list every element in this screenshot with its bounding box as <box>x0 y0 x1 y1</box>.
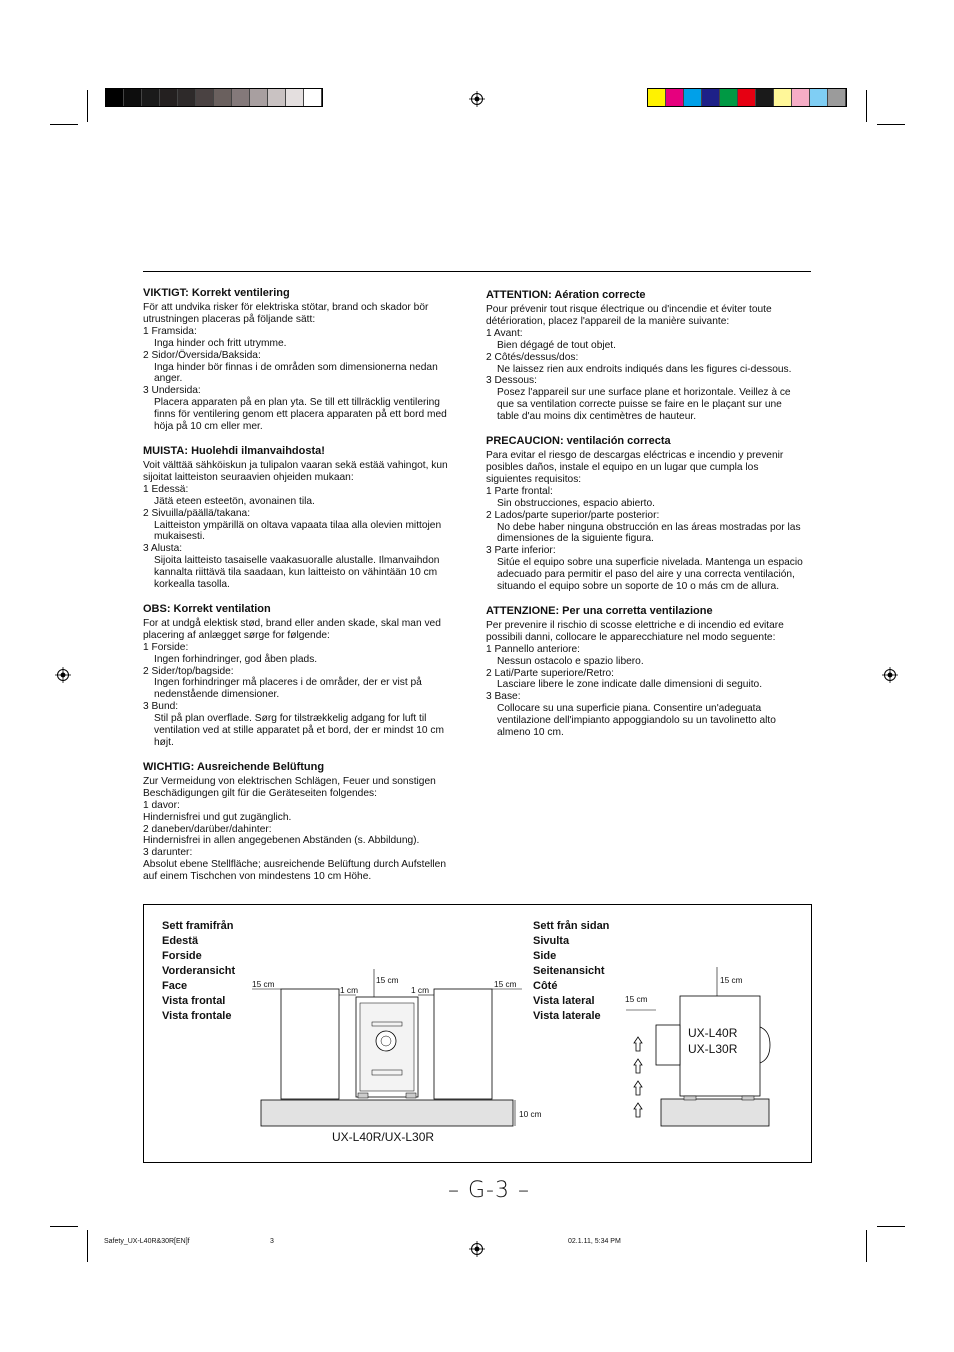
warning-section <box>486 289 816 423</box>
side-view-label: Vista lateral <box>533 995 595 1007</box>
dim-bottom: 10 cm <box>519 1109 542 1119</box>
item-text-line: nedenstående dimensioner. <box>154 689 280 701</box>
side-view-label: Vista laterale <box>533 1010 601 1022</box>
item-text-line: Lasciare libere le zone indicate dalle dimensioni di seguito. <box>497 679 763 691</box>
item-text-line: Collocare su una superficie piana. Consentire un'adeguata <box>497 703 762 715</box>
side-view-label: Côté <box>533 980 558 992</box>
item-text-line: Jätä eteen esteetön, avonainen tila. <box>154 495 315 507</box>
section-title: VIKTIGT: Korrekt ventilering <box>143 287 290 299</box>
item-text-line: almeno 10 cm. <box>497 727 564 739</box>
front-view-label: Vorderansicht <box>162 965 236 977</box>
color-swatch <box>720 89 738 106</box>
footer-date: 02.1.11, 5:34 PM <box>568 1238 621 1245</box>
item-text-line: Laitteiston ympärillä on oltava vapaata tilaa alla olevien mittojen <box>154 519 442 531</box>
section-intro-line: Hindernisfrei und gut zugänglich. <box>143 811 292 823</box>
section-intro-line: 3 darunter: <box>143 847 193 859</box>
color-swatch <box>160 89 178 106</box>
warning-section <box>143 287 468 433</box>
color-swatch <box>214 89 232 106</box>
dim-right: 15 cm <box>494 979 517 989</box>
color-swatch <box>304 89 322 106</box>
item-label: 3 Alusta: <box>143 543 183 555</box>
dim-top: 15 cm <box>376 975 399 985</box>
section-title: ATTENZIONE: Per una corretta ventilazione <box>486 604 713 617</box>
color-swatch <box>178 89 196 106</box>
item-text-line: mukaisesti. <box>154 531 205 543</box>
color-swatch <box>268 89 286 106</box>
section-title: MUISTA: Huolehdi ilmanvaihdosta! <box>143 444 325 457</box>
color-swatch <box>756 89 774 106</box>
side-view-label: Sett från sidan <box>533 920 610 932</box>
item-text-line: Sitúe el equipo sobre una superficie nivelada. Mantenga un espacio <box>497 557 803 569</box>
section-intro-line: 1 davor: <box>143 799 180 811</box>
item-text-line: Ingen forhindringer må placeres i de områder, der er vist på <box>154 677 422 689</box>
footer-page: 3 <box>270 1238 274 1245</box>
section-title: OBS: Korrekt ventilation <box>143 602 271 615</box>
item-label: 1 Framsida: <box>143 325 197 337</box>
item-text-line: Sin obstrucciones, espacio abierto. <box>497 497 655 509</box>
section-intro-line: Per prevenire il rischio di scosse elettriche e di incendio ed evitare <box>486 619 784 631</box>
item-label: 2 Lados/parte superior/parte posterior: <box>486 509 660 521</box>
item-label: 2 Lati/Parte superiore/Retro: <box>486 667 614 679</box>
item-text-line: No debe haber ninguna obstrucción en las áreas mostradas por las <box>497 521 801 533</box>
item-label: 3 Base: <box>486 691 521 703</box>
section-intro-line: Absolut ebene Stellfläche; ausreichende Belüftung durch Aufstellen <box>143 859 447 871</box>
color-swatch <box>106 89 124 106</box>
registration-mark-icon <box>55 667 71 683</box>
front-view-label: Forside <box>162 950 202 962</box>
item-label: 3 Bund: <box>143 701 179 713</box>
section-intro-line: Voit välttää sähköiskun ja tulipalon vaaran sekä estää vahingot, kun <box>143 459 448 471</box>
front-view-label: Vista frontale <box>162 1010 232 1022</box>
color-swatch <box>648 89 666 106</box>
front-view-labels <box>162 919 235 1024</box>
item-text-line: Stil på plan overflade. Sørg for tilstrækkelig adgang for luft til <box>154 713 427 725</box>
color-swatch <box>702 89 720 106</box>
dim-gap-left: 1 cm <box>340 985 358 995</box>
color-swatch <box>286 89 304 106</box>
color-swatch <box>792 89 810 106</box>
warning-section <box>486 435 816 593</box>
color-swatch <box>738 89 756 106</box>
color-swatch <box>232 89 250 106</box>
section-intro-line: For at undgå elektisk stød, brand eller anden skade, skal man ved <box>143 617 441 629</box>
item-label: 3 Dessous: <box>486 375 537 387</box>
color-swatch <box>828 89 846 106</box>
item-text-line: kannalta riittävä tila saadaan, kun laitteisto on vähintään 10 cm <box>154 567 438 579</box>
section-intro-line: siguientes requisitos: <box>486 473 582 485</box>
item-text-line: ventilazione dell'impianto appoggiandolo su un tavolinetto alto <box>497 715 776 727</box>
dim-gap-right: 1 cm <box>411 985 429 995</box>
color-swatch <box>250 89 268 106</box>
color-swatch <box>142 89 160 106</box>
right-column <box>486 289 816 751</box>
item-label: 1 Avant: <box>486 327 523 339</box>
item-text-line: adecuado para permitir el paso del aire y una correcta ventilación, <box>497 569 795 581</box>
warning-section <box>143 603 468 749</box>
item-text-line: Inga hinder och fritt utrymme. <box>154 337 287 349</box>
item-label: 1 Edessä: <box>143 483 189 495</box>
color-swatch <box>684 89 702 106</box>
section-intro-line: utrustningen placeras på följande sätt: <box>143 313 316 325</box>
section-intro-line: posibles daños, instale el equipo en un lugar que cumpla los <box>486 461 759 473</box>
item-text-line: Placera apparaten på en plan yta. Se till ett tillräcklig ventilering <box>154 397 440 409</box>
item-text-line: Ne laissez rien aux endroits indiqués dans les figures ci-dessous. <box>497 363 792 375</box>
section-intro-line: Para evitar el riesgo de descargas eléctricas e incendio y prevenir <box>486 450 784 462</box>
front-view-label: Edestä <box>162 935 199 947</box>
section-intro-line: détérioration, placez l'appareil de la manière suivante: <box>486 315 730 327</box>
footer-file: Safety_UX-L40R&30R[EN]f <box>104 1238 190 1245</box>
side-view-label: Sivulta <box>533 935 570 947</box>
side-view-label: Seitenansicht <box>533 965 605 977</box>
color-swatch <box>810 89 828 106</box>
side-model-label-2: UX-L30R <box>688 1042 738 1056</box>
section-intro-line: possibili danni, collocare le apparecchiature nel modo seguente: <box>486 631 776 643</box>
section-intro-line: Pour prévenir tout risque électrique ou d'incendie et éviter toute <box>486 304 772 315</box>
section-intro-line: sijoitat laitteiston seuraavien ohjeiden mukaan: <box>143 471 354 483</box>
item-text-line: table d'au moins dix centimètres de hauteur. <box>497 411 697 423</box>
front-view-label: Sett framifrån <box>162 920 234 932</box>
item-text-line: Sijoita laitteisto tasaiselle vaakasuoralle alustalle. Ilmanvaihdon <box>154 555 440 567</box>
item-text-line: dimensiones de la siguiente figura. <box>497 533 654 545</box>
left-column <box>143 287 468 895</box>
side-dim-back: 15 cm <box>625 994 648 1004</box>
item-text-line: Ingen forhindringer, god åben plads. <box>154 653 318 665</box>
side-view-label: Side <box>533 950 557 962</box>
item-text-line: finns för ventilering genom ett placera apparaten på ett bord med <box>154 409 447 421</box>
registration-mark-icon <box>469 91 485 107</box>
item-text-line: Inga hinder bör finnas i de områden som dimensionerna nedan <box>154 361 438 373</box>
section-intro-line: För att undvika risker för elektriska stötar, brand och skador bör <box>143 302 429 313</box>
item-text-line: Posez l'appareil sur une surface plane et horizontale. Veillez à ce <box>497 387 791 399</box>
item-label: 1 Forside: <box>143 641 189 653</box>
section-title: WICHTIG: Ausreichende Belüftung <box>143 760 325 773</box>
section-title: ATTENTION: Aération correcte <box>486 289 646 301</box>
section-intro-line: auf einem Tischchen von mindestens 10 cm Höhe. <box>143 871 372 883</box>
front-view-drawing <box>244 967 544 1127</box>
section-intro-line: Beschädigungen gilt für die Geräteseiten folgendes: <box>143 787 377 799</box>
registration-mark-icon <box>469 1241 485 1257</box>
item-text-line: korkealla tasolla. <box>154 579 230 591</box>
side-model-label-1: UX-L40R <box>688 1026 738 1040</box>
item-text-line: anger. <box>154 373 183 385</box>
registration-mark-icon <box>882 667 898 683</box>
section-intro-line: Hindernisfrei in allen angegebenen Abständen (s. Abbildung). <box>143 835 420 847</box>
item-text-line: ventilation ved at stille apparatet på et bord, der er mindst 10 cm <box>154 725 444 737</box>
item-text-line: højt. <box>154 737 174 748</box>
left-color-bar <box>105 88 323 107</box>
dim-left: 15 cm <box>252 979 275 989</box>
side-dim-top: 15 cm <box>720 975 743 985</box>
item-label: 2 Côtés/dessus/dos: <box>486 351 579 363</box>
item-label: 1 Parte frontal: <box>486 485 553 497</box>
item-label: 2 Sider/top/bagside: <box>143 665 234 677</box>
section-intro-line: placering af anlægget sørge for følgende: <box>143 629 330 641</box>
item-text-line: höja på 10 cm eller mer. <box>154 421 263 433</box>
item-text-line: situando el equipo sobre un soporte de 10 o más cm de allura. <box>497 581 780 593</box>
color-swatch <box>666 89 684 106</box>
color-swatch <box>774 89 792 106</box>
warning-section <box>143 761 468 883</box>
item-text-line: que sa ventilation correcte puisse se faire en le plaçant sur une <box>497 399 782 411</box>
item-label: 2 Sivuilla/päällä/takana: <box>143 507 251 519</box>
side-view-labels <box>533 919 609 1024</box>
section-intro-line: 2 daneben/darüber/dahinter: <box>143 823 272 835</box>
top-rule <box>143 271 811 272</box>
section-intro-line: Zur Vermeidung von elektrischen Schlägen, Feuer und sonstigen <box>143 775 436 787</box>
item-text-line: Bien dégagé de tout objet. <box>497 339 616 351</box>
item-label: 3 Undersida: <box>143 385 201 397</box>
ventilation-figure <box>143 904 812 1163</box>
item-label: 1 Pannello anteriore: <box>486 643 581 655</box>
item-text-line: Nessun ostacolo e spazio libero. <box>497 655 644 667</box>
color-swatch <box>196 89 214 106</box>
front-view-label: Face <box>162 980 188 992</box>
warning-section <box>143 445 468 591</box>
color-swatch <box>124 89 142 106</box>
page-number: – G-3 – <box>448 1178 530 1203</box>
front-model-label: UX-L40R/UX-L30R <box>332 1130 435 1144</box>
item-label: 3 Parte inferior: <box>486 545 556 557</box>
section-title: PRECAUCION: ventilación correcta <box>486 435 671 448</box>
right-color-bar <box>647 88 847 107</box>
warning-section <box>486 605 816 739</box>
front-view-label: Vista frontal <box>162 995 226 1007</box>
item-label: 2 Sidor/Översida/Baksida: <box>143 349 261 361</box>
